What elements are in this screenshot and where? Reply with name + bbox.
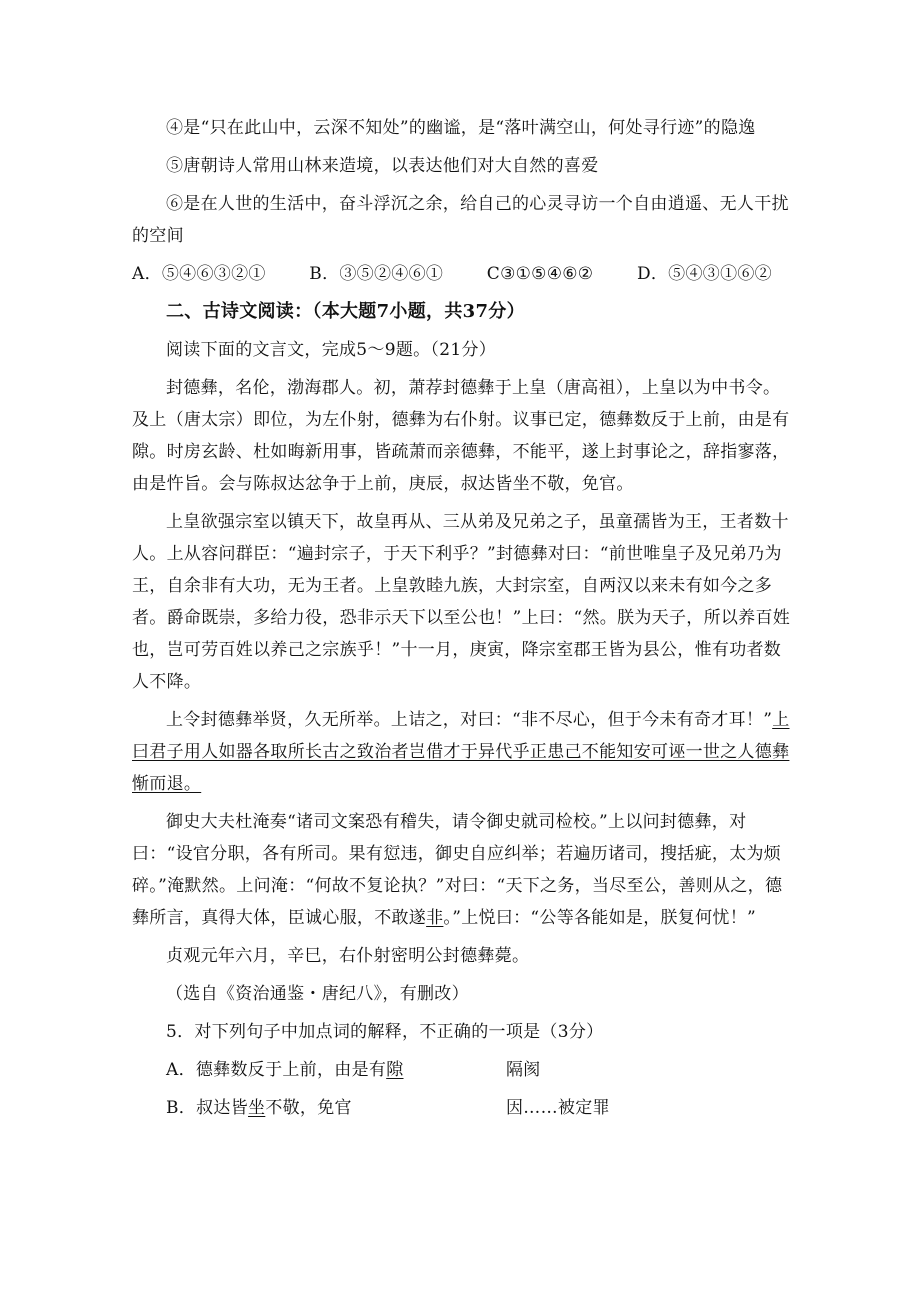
- option-a-meaning: 隔阂: [506, 1060, 541, 1080]
- option-c: C③①⑤④⑥②: [486, 264, 594, 284]
- document-body: [132, 112, 792, 1124]
- question-5-option-b: [132, 1092, 792, 1124]
- section-instruction: 阅读下面的文言文，完成5～9题。（21分）: [166, 340, 497, 360]
- option-item-4: ④是“只在此山中，云深不知处”的幽谧，是“落叶满空山，何处寻行迹”的隐逸: [166, 118, 756, 138]
- option-a-sentence: [166, 1054, 506, 1086]
- passage-paragraph-2: 上皇欲强宗室以镇天下，故皇再从、三从弟及兄弟之子，虽童孺皆为王，王者数十人。上从容问群臣：“遍封宗子，于天下利乎？”封德彝对曰：“前世唯皇子及兄弟乃为王，自余非有大功，无为王者。上皇敦睦九族，大封宗室，自两汉以来未有如今之多者。爵命既崇，多给力役，恐非示天下以至公也！”上曰：“然。朕为天子，所以养百姓也，岂可劳百姓以养己之宗族乎！”十一月，庚寅，降宗室郡王皆为县公，惟有功者数人不降。: [132, 512, 791, 692]
- passage-paragraph-5: 贞观元年六月，辛巳，右仆射密明公封德彝薨。: [166, 946, 530, 966]
- option-b: B．③⑤②④⑥①: [309, 264, 444, 284]
- paragraph-4-end: 。”上悦曰：“公等各能如是，朕复何忧！”: [443, 908, 756, 928]
- option-a: A．⑤④⑥③②①: [132, 264, 266, 284]
- option-b-sentence: [166, 1092, 506, 1124]
- paragraph-4-text: 御史大夫杜淹奏“诸司文案恐有稽失，请令御史就司检校。”上以问封德彝，对曰：“设官分职，各有所司。果有愆违，御史自应纠举；若遍历诸司，搜括疵，太为烦碎。”淹默然。上问淹：“何故不复论执？”对曰：“天下之务，当尽至公，善则从之，德彝所言，真得大体，臣诚心服，不敢遂: [132, 812, 783, 928]
- option-a-key-word: 隙: [386, 1060, 404, 1080]
- underlined-sentence: 上曰君子用人如器各取所长古之致治者岂借才于异代乎正患己不能知安可诬一世之人德彝惭而退。: [132, 710, 790, 794]
- option-b-text-end: 不敬，免官: [265, 1098, 352, 1118]
- option-b-key-word: 坐: [248, 1098, 266, 1118]
- question-5-stem: 5．对下列句子中加点词的解释，不正确的一项是（3分）: [166, 1022, 604, 1042]
- section-heading: 二、古诗文阅读：（本大题7小题，共37分）: [166, 301, 525, 322]
- passage-paragraph-3: [132, 704, 792, 800]
- option-b-meaning: 因……被定罪: [506, 1098, 610, 1118]
- passage-source: （选自《资治通鉴・唐纪八》，有删改）: [166, 984, 469, 1004]
- option-b-text: B．叔达皆: [166, 1098, 248, 1118]
- paragraph-3-text: 上令封德彝举贤，久无所举。上诘之，对曰：“非不尽心，但于今未有奇才耳！”: [166, 710, 773, 730]
- option-d: D．⑤④③①⑥②: [636, 264, 772, 284]
- option-a-text: A．德彝数反于上前，由是有: [166, 1060, 387, 1080]
- question-5-option-a: [132, 1054, 792, 1086]
- passage-paragraph-4: [132, 806, 792, 934]
- passage-paragraph-1: 封德彝，名伦，渤海郡人。初，萧荐封德彝于上皇（唐高祖），上皇以为中书令。及上（唐太宗）即位，为左仆射，德彝为右仆射。议事已定，德彝数反于上前，由是有隙。时房玄龄、杜如晦新用事，皆疏萧而亲德彝，不能平，遂上封事论之，辞指寥落，由是忤旨。会与陈叔达忿争于上前，庚辰，叔达皆坐不敬，免官。: [132, 378, 790, 494]
- answer-options: [132, 258, 772, 290]
- underlined-word-fei: 非: [426, 908, 444, 928]
- option-item-5: ⑤唐朝诗人常用山林来造境，以表达他们对大自然的喜爱: [166, 156, 599, 176]
- option-item-6: ⑥是在人世的生活中，奋斗浮沉之余，给自己的心灵寻访一个自由逍遥、无人干扰的空间: [132, 194, 789, 246]
